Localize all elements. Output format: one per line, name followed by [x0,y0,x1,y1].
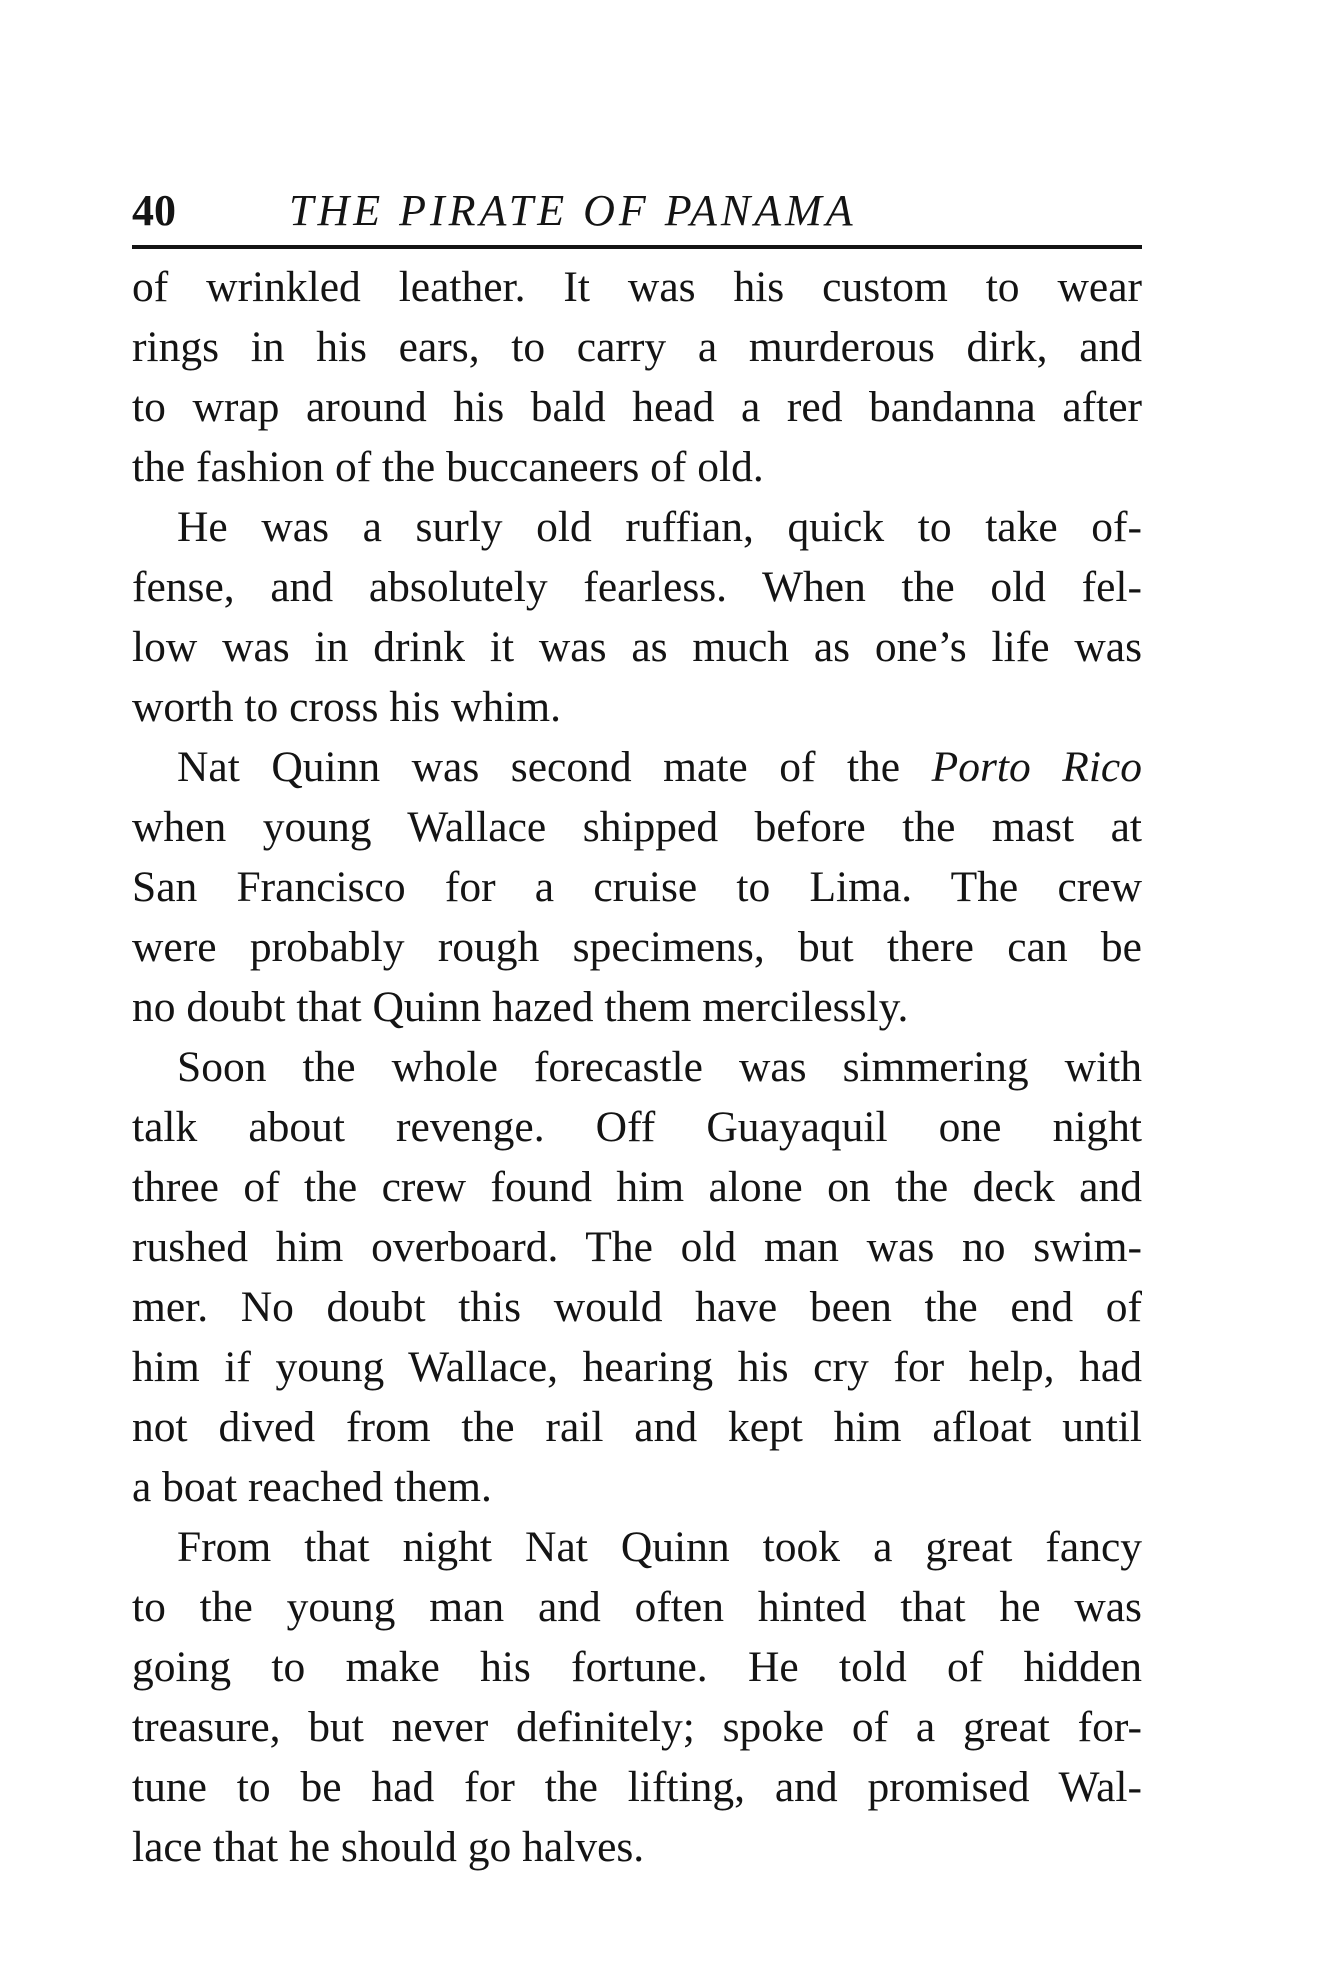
text-line [132,737,1142,797]
text-line: a boat reached them. [132,1463,492,1511]
text-line: him if young Wallace, hearing his cry for help, had [132,1343,1142,1391]
text-line: Soon the whole forecastle was simmering with [177,1043,1142,1091]
text-line: the fashion of the buccaneers of old. [132,443,764,491]
text-line: tune to be had for the lifting, and promised Wal- [132,1763,1142,1811]
text-line: not dived from the rail and kept him afloat until [132,1403,1142,1451]
paragraph-1 [132,257,1142,497]
text-line: worth to cross his whim. [132,683,561,731]
text-line: From that night Nat Quinn took a great fancy [177,1523,1142,1571]
text-line: talk about revenge. Off Guayaquil one night [132,1103,1142,1151]
text-line: San Francisco for a cruise to Lima. The crew [132,863,1142,911]
book-title: THE PIRATE OF PANAMA [289,186,857,235]
text-line: going to make his fortune. He told of hidden [132,1643,1142,1691]
header-rule [132,245,1142,249]
text-line: He was a surly old ruffian, quick to take of- [177,503,1142,551]
text-line: of wrinkled leather. It was his custom to wear [132,263,1142,311]
text-line: to wrap around his bald head a red bandanna after [132,383,1142,431]
paragraph-2 [132,497,1142,737]
text-line: low was in drink it was as much as one’s life was [132,623,1142,671]
text-line: mer. No doubt this would have been the end of [132,1283,1142,1331]
text-line: treasure, but never definitely; spoke of a great for- [132,1703,1142,1751]
text-line: lace that he should go halves. [132,1823,645,1871]
paragraph-3 [132,737,1142,1037]
paragraph-4 [132,1037,1142,1517]
text-line: rushed him overboard. The old man was no swim- [132,1223,1142,1271]
book-page [132,180,1142,1877]
text-line: three of the crew found him alone on the deck and [132,1163,1142,1211]
running-head [132,180,1142,242]
text-line: were probably rough specimens, but there can be [132,923,1142,971]
text-line: no doubt that Quinn hazed them mercilessly. [132,983,909,1031]
paragraph-5 [132,1517,1142,1877]
text-line: to the young man and often hinted that he was [132,1583,1142,1631]
text-line: when young Wallace shipped before the mast at [132,803,1142,851]
text-line: rings in his ears, to carry a murderous dirk, and [132,323,1142,371]
text-line: fense, and absolutely fearless. When the old fel- [132,563,1142,611]
page-number: 40 [132,186,176,235]
text-run: Nat Quinn was second mate of the [177,743,932,791]
ship-name: Porto Rico [931,743,1142,791]
